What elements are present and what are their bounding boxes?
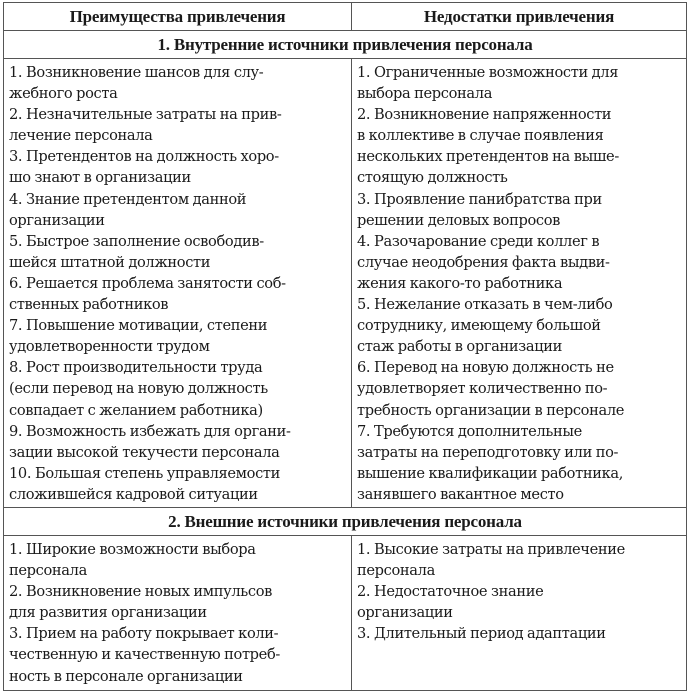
text-line: 1. Широкие возможности выбора — [9, 540, 256, 558]
text-line: чественную и качественную потреб- — [9, 646, 280, 664]
header-advantages: Преимущества привлечения — [4, 3, 352, 31]
text-line: ность в персонале организации — [9, 667, 243, 685]
text-line: 3. Прием на работу покрывает коли- — [9, 625, 279, 643]
text-line: стоящую должность — [357, 169, 508, 187]
text-line: стаж работы в организации — [357, 338, 562, 356]
comparison-table — [3, 2, 687, 691]
header-row — [4, 3, 687, 31]
text-line: 8. Рост производительности труда — [9, 359, 263, 377]
text-line: вышение квалификации работника, — [357, 464, 624, 482]
text-line: 6. Решается проблема занятости соб- — [9, 274, 286, 292]
text-line: решении деловых вопросов — [357, 211, 561, 229]
text-line: сотруднику, имеющему большой — [357, 317, 601, 335]
text-line: зации высокой текучести персонала — [9, 443, 280, 461]
text-line: 4. Разочарование среди коллег в — [357, 232, 600, 250]
text-line: 1. Высокие затраты на привлечение — [357, 540, 625, 558]
text-line: 1. Ограниченные возможности для — [357, 64, 619, 81]
text-line: ственных работников — [9, 296, 169, 314]
text-line: шейся штатной должности — [9, 253, 211, 271]
text-line: шо знают в организации — [9, 169, 191, 187]
text-line: 2. Возникновение напряженности — [357, 106, 612, 124]
external-disadvantages-cell — [352, 535, 687, 690]
internal-disadvantages-cell — [352, 59, 687, 508]
text-line: 10. Большая степень управляемости — [9, 464, 280, 482]
text-line: требность организации в персонале — [357, 401, 625, 419]
section-title-internal: 1. Внутренние источники привлечения персонала — [4, 31, 687, 59]
text-line: 7. Повышение мотивации, степени — [9, 317, 268, 335]
section-title-row — [4, 507, 687, 535]
text-line: сложившейся кадровой ситуации — [9, 485, 258, 503]
text-line: занявшего вакантное место — [357, 485, 564, 503]
text-line: 2. Возникновение новых импульсов — [9, 583, 272, 601]
text-line: лечение персонала — [9, 127, 153, 145]
text-line: в коллективе в случае появления — [357, 127, 604, 145]
text-line: удовлетворяет количественно по- — [357, 380, 608, 398]
text-line: удовлетворенности трудом — [9, 338, 210, 356]
text-line: 3. Длительный период адаптации — [357, 625, 606, 643]
text-line: выбора персонала — [357, 85, 493, 103]
section-title-row — [4, 31, 687, 59]
text-line: 2. Недостаточное знание — [357, 583, 544, 601]
text-line: нескольких претендентов на выше- — [357, 148, 619, 166]
text-line: совпадает с желанием работника) — [9, 401, 263, 419]
text-line: (если перевод на новую должность — [9, 380, 268, 398]
text-line: 3. Претендентов на должность хоро- — [9, 148, 279, 166]
text-line: персонала — [9, 562, 87, 580]
text-line: 5. Быстрое заполнение освободив- — [9, 232, 264, 250]
text-line: случае неодобрения факта выдви- — [357, 253, 610, 271]
internal-advantages-cell — [4, 59, 352, 508]
text-line: организации — [357, 604, 453, 622]
text-line: жения какого-то работника — [357, 274, 563, 292]
text-line: 5. Нежелание отказать в чем-либо — [357, 296, 613, 314]
text-line: для развития организации — [9, 604, 207, 622]
text-line: 2. Незначительные затраты на прив- — [9, 106, 282, 124]
section-content-row — [4, 59, 687, 508]
section-content-row — [4, 535, 687, 690]
text-line: 9. Возможность избежать для органи- — [9, 422, 291, 440]
header-disadvantages: Недостатки привлечения — [352, 3, 687, 31]
section-title-external: 2. Внешние источники привлечения персонала — [4, 507, 687, 535]
text-line: 7. Требуются дополнительные — [357, 422, 582, 440]
text-line: 3. Проявление панибратства при — [357, 190, 602, 208]
text-line: организации — [9, 211, 105, 229]
text-line: персонала — [357, 562, 435, 580]
text-line: 1. Возникновение шансов для слу- — [9, 64, 264, 81]
text-line: 4. Знание претендентом данной — [9, 190, 247, 208]
text-line: 6. Перевод на новую должность не — [357, 359, 614, 377]
external-advantages-cell — [4, 535, 352, 690]
text-line: жебного роста — [9, 85, 118, 103]
text-line: затраты на переподготовку или по- — [357, 443, 619, 461]
